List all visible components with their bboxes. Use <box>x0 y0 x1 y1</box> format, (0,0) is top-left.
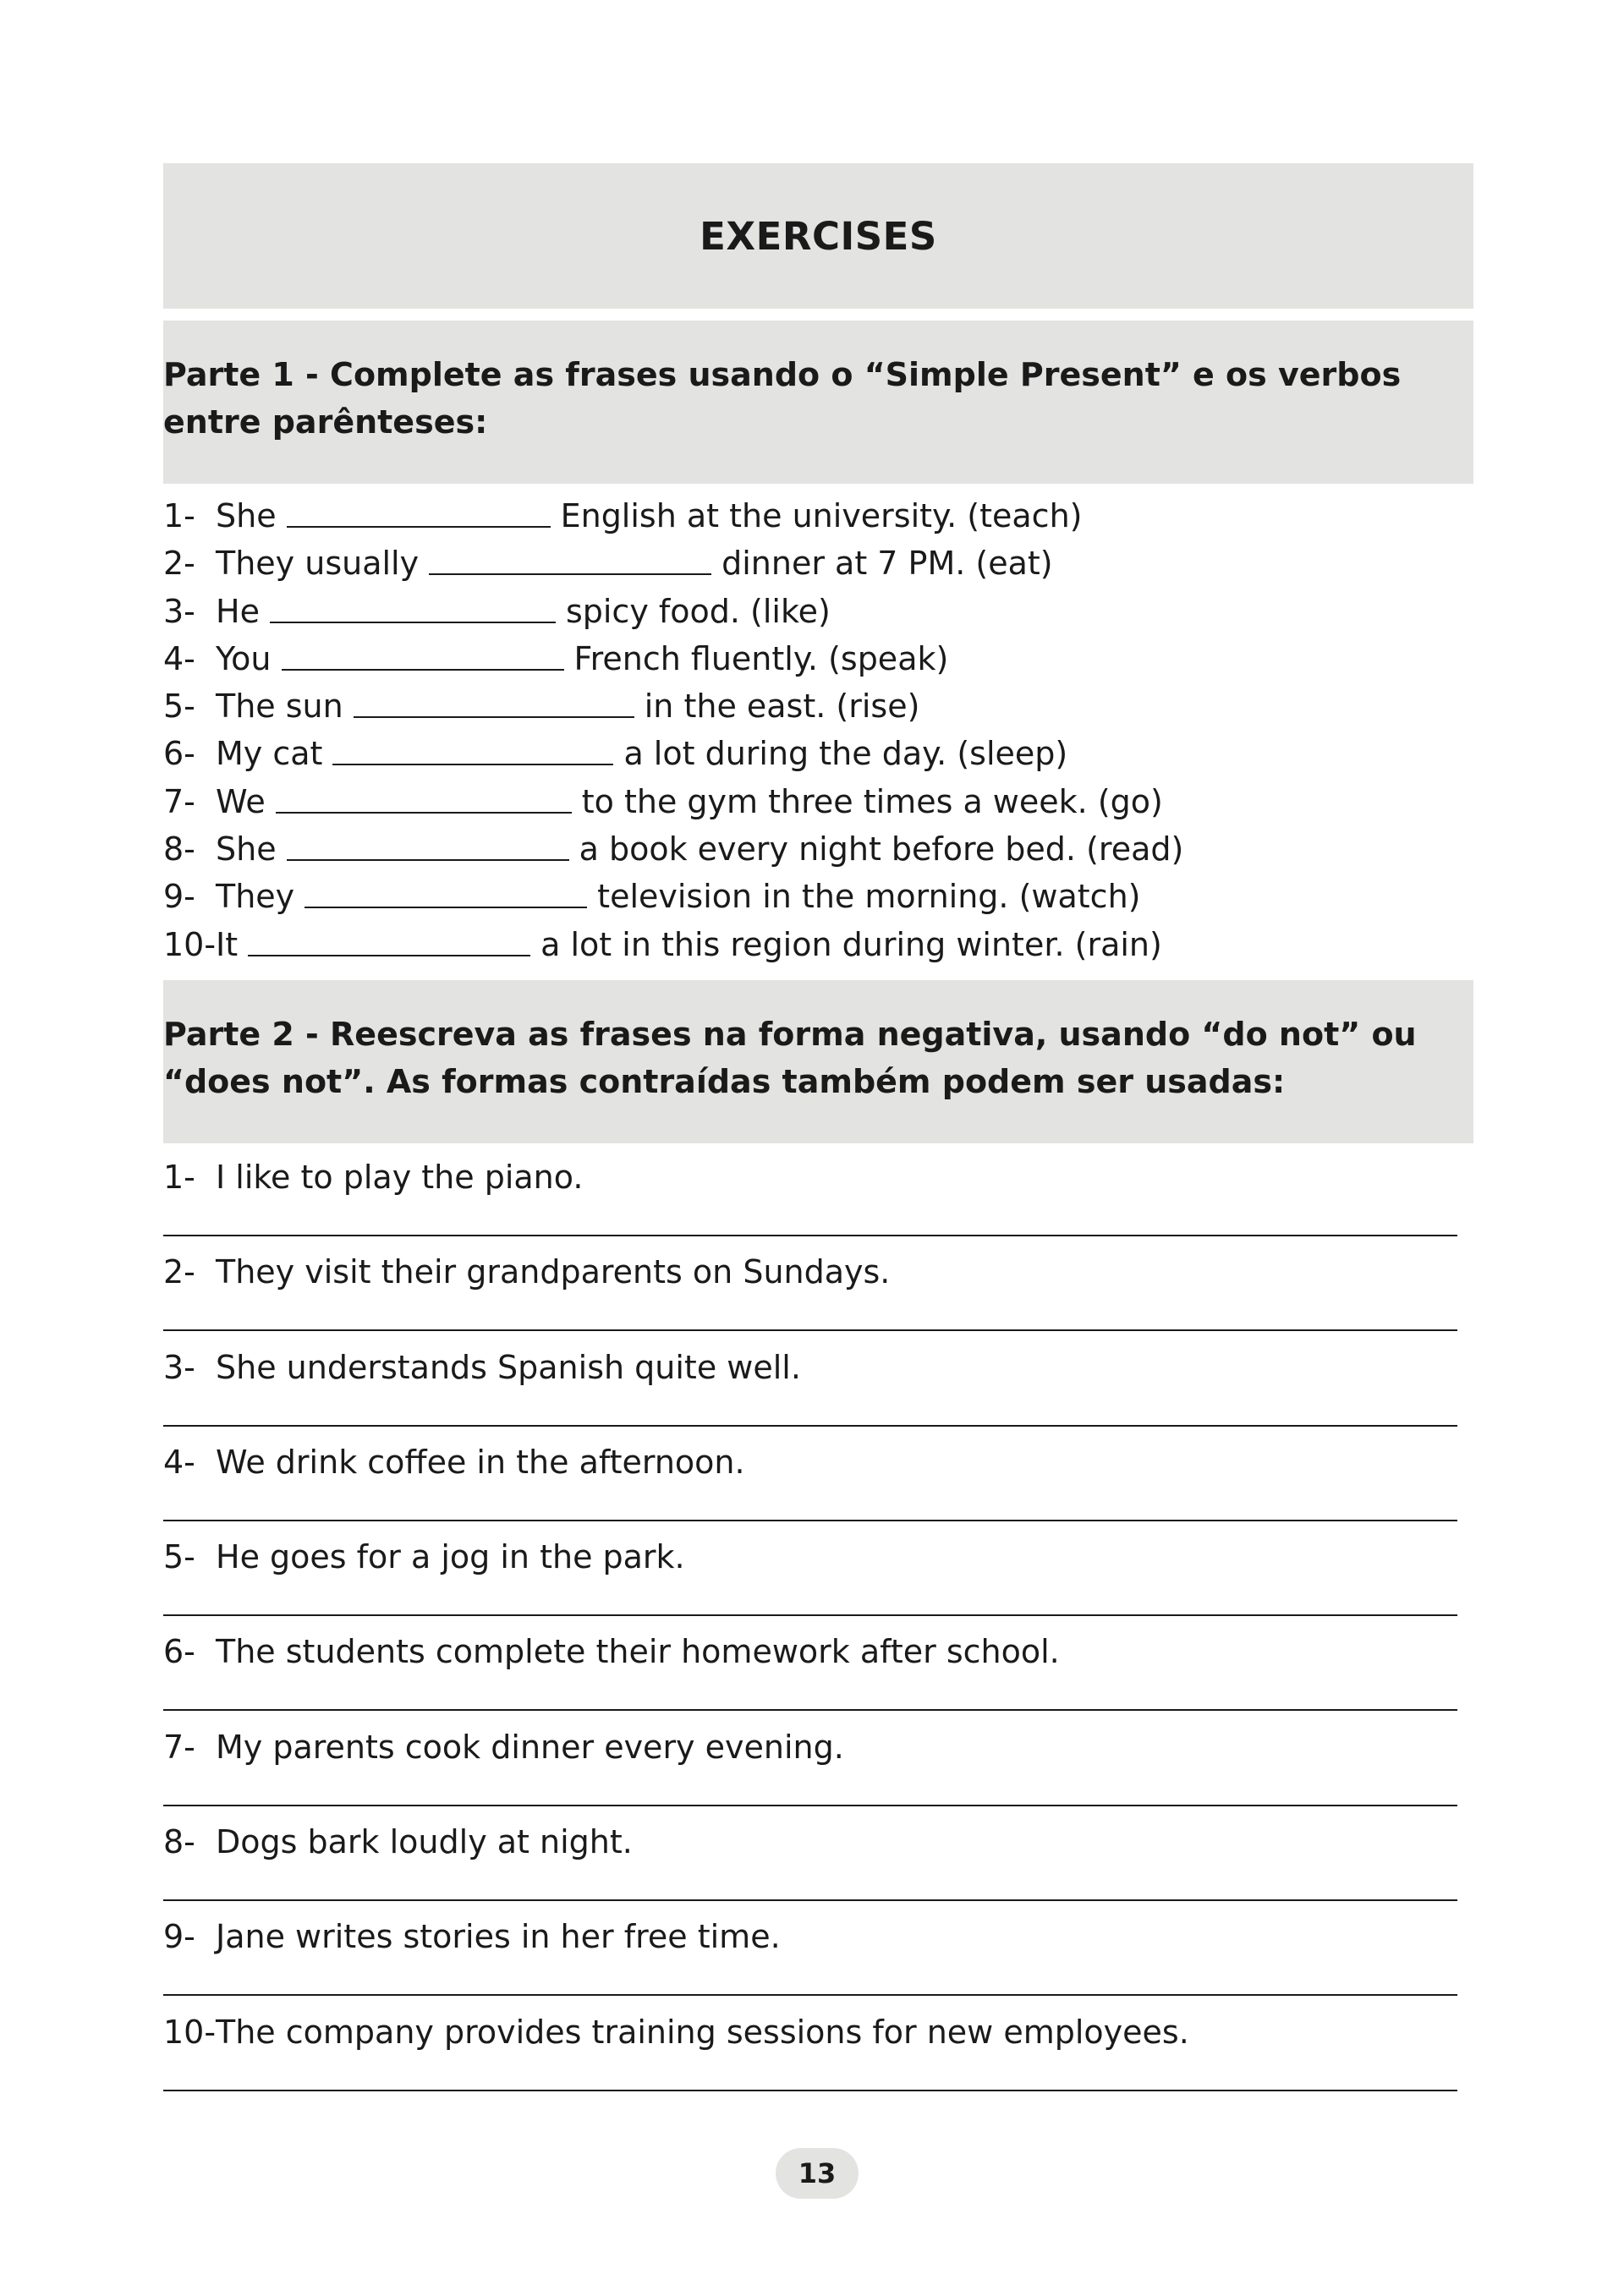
sentence-text: They visit their grandparents on Sundays. <box>216 1253 891 1291</box>
sentence-text: She understands Spanish quite well. <box>216 1348 801 1386</box>
sentence-end: in the east. (rise) <box>644 688 920 726</box>
answer-line[interactable] <box>163 1994 1457 1996</box>
answer-line[interactable] <box>163 1709 1457 1711</box>
rewrite-sentence <box>163 1248 1473 1296</box>
exercise-item <box>163 921 1473 968</box>
exercise-item <box>163 492 1473 540</box>
sentence-end: dinner at 7 PM. (eat) <box>721 545 1053 583</box>
exercise-item <box>163 682 1473 730</box>
item-number: 1- <box>163 497 195 534</box>
sentence-text: We drink coffee in the afternoon. <box>216 1443 745 1481</box>
item-number: 10- <box>163 2013 217 2051</box>
rewrite-item <box>163 1153 1473 1248</box>
sentence-start: We <box>216 782 266 820</box>
sentence-end: to the gym three times a week. (go) <box>581 782 1163 820</box>
sentence-start: He <box>216 592 260 630</box>
item-number: 6- <box>163 735 195 773</box>
answer-blank[interactable] <box>287 492 551 528</box>
exercise-item <box>163 635 1473 682</box>
item-number: 6- <box>163 1633 195 1671</box>
answer-blank[interactable] <box>287 825 569 861</box>
answer-line[interactable] <box>163 1520 1457 1521</box>
sentence-start: My cat <box>216 735 323 773</box>
part1-heading: Parte 1 - Complete as frases usando o “Simple Present” e os verbos entre parênteses: <box>163 356 1402 441</box>
rewrite-item <box>163 1628 1473 1723</box>
sentence-text: Jane writes stories in her free time. <box>216 1918 781 1956</box>
sentence-end: French fluently. (speak) <box>573 639 949 677</box>
sentence-end: a book every night before bed. (read) <box>579 830 1184 869</box>
item-number: 8- <box>163 1823 195 1861</box>
exercise-item <box>163 588 1473 635</box>
worksheet-page <box>163 163 1473 2103</box>
answer-line[interactable] <box>163 1805 1457 1806</box>
item-number: 4- <box>163 639 195 677</box>
item-number: 2- <box>163 545 195 583</box>
rewrite-item <box>163 2008 1473 2103</box>
page-number: 13 <box>776 2148 859 2199</box>
item-number: 3- <box>163 592 195 630</box>
answer-line[interactable] <box>163 2090 1457 2091</box>
rewrite-sentence <box>163 1344 1473 1391</box>
sentence-start: She <box>216 497 277 534</box>
item-number: 7- <box>163 1728 195 1766</box>
sentence-text: He goes for a jog in the park. <box>216 1538 685 1576</box>
sentence-text: The company provides training sessions for new employees. <box>216 2013 1189 2051</box>
answer-blank[interactable] <box>270 588 556 623</box>
item-number: 2- <box>163 1253 195 1291</box>
sentence-end: television in the morning. (watch) <box>597 878 1141 916</box>
part2-banner <box>163 980 1473 1143</box>
sentence-start: They usually <box>216 545 420 583</box>
rewrite-sentence <box>163 1533 1473 1581</box>
answer-blank[interactable] <box>304 873 587 908</box>
answer-blank[interactable] <box>282 635 564 671</box>
exercise-item <box>163 540 1473 587</box>
sentence-start: She <box>216 830 277 869</box>
part2-list <box>163 1153 1473 2103</box>
rewrite-sentence <box>163 1723 1473 1771</box>
answer-blank[interactable] <box>332 730 613 765</box>
page-title: EXERCISES <box>700 213 937 259</box>
rewrite-item <box>163 1248 1473 1343</box>
answer-blank[interactable] <box>429 540 711 575</box>
part1-list <box>163 492 1473 968</box>
rewrite-item <box>163 1438 1473 1533</box>
exercise-item <box>163 873 1473 920</box>
sentence-end: English at the university. (teach) <box>560 497 1083 534</box>
sentence-start: It <box>216 925 239 963</box>
title-banner <box>163 163 1473 309</box>
sentence-text: I like to play the piano. <box>216 1158 584 1196</box>
item-number: 9- <box>163 878 195 916</box>
rewrite-item <box>163 1344 1473 1438</box>
item-number: 9- <box>163 1918 195 1956</box>
item-number: 3- <box>163 1348 195 1386</box>
item-number: 5- <box>163 1538 195 1576</box>
part1-banner <box>163 321 1473 484</box>
answer-blank[interactable] <box>276 778 572 814</box>
sentence-end: a lot in this region during winter. (rain) <box>540 925 1162 963</box>
answer-blank[interactable] <box>354 682 634 718</box>
sentence-end: a lot during the day. (sleep) <box>623 735 1068 773</box>
item-number: 5- <box>163 688 195 726</box>
rewrite-sentence <box>163 1818 1473 1866</box>
sentence-start: You <box>216 639 272 677</box>
answer-line[interactable] <box>163 1329 1457 1331</box>
item-number: 7- <box>163 782 195 820</box>
exercise-item <box>163 825 1473 873</box>
exercise-item <box>163 730 1473 777</box>
item-number: 1- <box>163 1158 195 1196</box>
part2-heading: Parte 2 - Reescreva as frases na forma negativa, usando “do not” ou “does not”. As formas contraídas também podem ser usadas: <box>163 1015 1417 1100</box>
rewrite-sentence <box>163 2008 1473 2056</box>
rewrite-sentence <box>163 1438 1473 1486</box>
exercise-item <box>163 778 1473 825</box>
rewrite-sentence <box>163 1153 1473 1201</box>
rewrite-sentence <box>163 1628 1473 1675</box>
rewrite-sentence <box>163 1913 1473 1960</box>
answer-blank[interactable] <box>248 921 530 956</box>
rewrite-item <box>163 1723 1473 1818</box>
sentence-text: Dogs bark loudly at night. <box>216 1823 633 1861</box>
item-number: 10- <box>163 925 217 963</box>
answer-line[interactable] <box>163 1899 1457 1901</box>
sentence-start: The sun <box>216 688 343 726</box>
item-number: 8- <box>163 830 195 869</box>
rewrite-item <box>163 1818 1473 1913</box>
item-number: 4- <box>163 1443 195 1481</box>
answer-line[interactable] <box>163 1425 1457 1427</box>
answer-line[interactable] <box>163 1235 1457 1236</box>
sentence-start: They <box>216 878 295 916</box>
sentence-end: spicy food. (like) <box>565 592 831 630</box>
sentence-text: My parents cook dinner every evening. <box>216 1728 844 1766</box>
sentence-text: The students complete their homework after school. <box>216 1633 1060 1671</box>
rewrite-item <box>163 1913 1473 2008</box>
rewrite-item <box>163 1533 1473 1628</box>
answer-line[interactable] <box>163 1614 1457 1616</box>
